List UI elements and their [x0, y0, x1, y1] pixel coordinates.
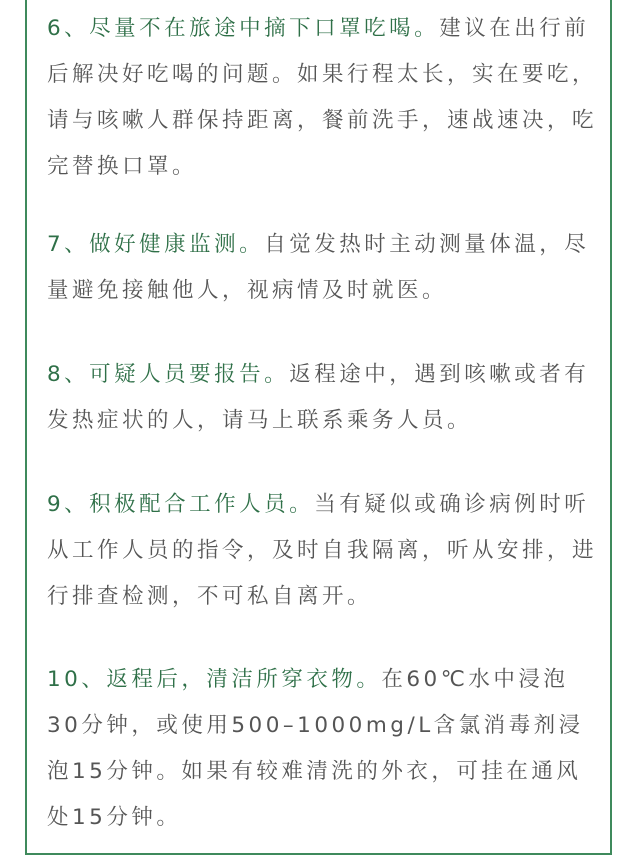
tip-body: 当有疑似或确诊病例时听从工作人员的指令，及时自我隔离，听从安排，进行排查检测，不可私自离开。: [47, 492, 598, 609]
tip-body: 返程途中，遇到咳嗽或者有发热症状的人，请马上联系乘务人员。: [47, 362, 590, 433]
tip-heading: 8、可疑人员要报告。: [47, 362, 290, 387]
tip-heading: 10、返程后，清洁所穿衣物。: [47, 667, 382, 692]
tip-item-9: [47, 482, 597, 620]
tip-item-6: [47, 6, 597, 190]
tip-heading: 6、尽量不在旅途中摘下口罩吃喝。: [47, 16, 440, 41]
tip-body: 建议在出行前后解决好吃喝的问题。如果行程太长，实在要吃，请与咳嗽人群保持距离，餐前洗手，速战速决，吃完替换口罩。: [47, 16, 598, 179]
tip-body: 自觉发热时主动测量体温，尽量避免接触他人，视病情及时就医。: [47, 232, 590, 303]
tip-heading: 9、积极配合工作人员。: [47, 492, 315, 517]
tip-heading: 7、做好健康监测。: [47, 232, 265, 257]
tip-item-10: [47, 657, 597, 841]
tip-body: 在60℃水中浸泡30分钟，或使用500–1000mg/L含氯消毒剂浸泡15分钟。如果有较难清洗的外衣，可挂在通风处15分钟。: [47, 667, 584, 830]
tip-item-7: [47, 222, 597, 314]
tip-item-8: [47, 352, 597, 444]
